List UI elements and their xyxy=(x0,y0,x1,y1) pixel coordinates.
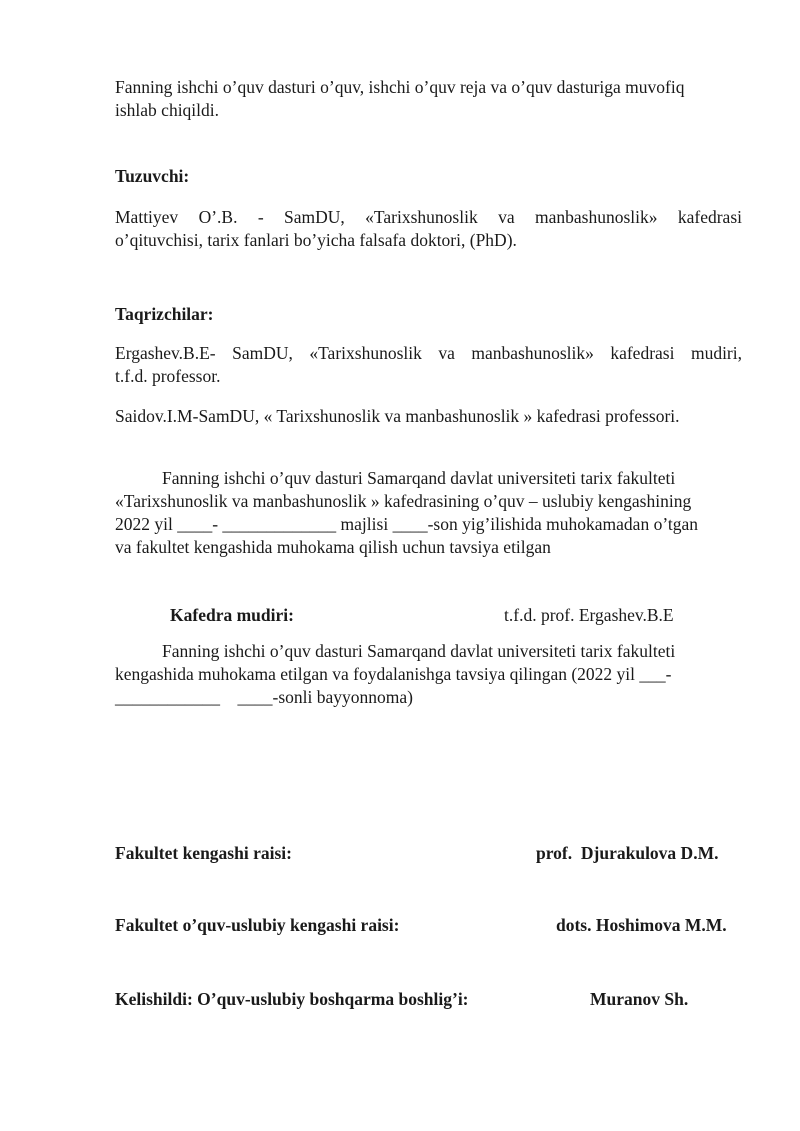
reviewers-heading: Taqrizchilar: xyxy=(115,304,214,324)
reviewer-1: Ergashev.B.E- SamDU, «Tarixshunoslik va manbashunoslik» kafedrasi mudiri, t.f.d. professor. xyxy=(115,343,742,386)
reviewer-2: Saidov.I.M-SamDU, « Tarixshunoslik va manbashunoslik » kafedrasi professori. xyxy=(115,406,680,426)
signature-label: Kelishildi: O’quv-uslubiy boshqarma boshlig’i: xyxy=(115,989,469,1009)
head-of-department-row xyxy=(115,604,755,628)
department-paragraph: Fanning ishchi o’quv dasturi Samarqand davlat universiteti tarix fakulteti «Tarixshunoslik va manbashunoslik » kafedrasining o’quv – uslubiy kengashining 2022 yil ____- _____________ majlisi ____-son yig’ilishida muhokamadan o’tgan va fakultet kengashida muhokama qilish uchun tavsiya etilgan xyxy=(115,468,698,557)
head-of-department-name: t.f.d. prof. Ergashev.B.E xyxy=(504,605,674,625)
signature-label: Fakultet kengashi raisi: xyxy=(115,843,292,863)
intro-paragraph: Fanning ishchi o’quv dasturi o’quv, ishchi o’quv reja va o’quv dasturiga muvofiq ishlab chiqildi. xyxy=(115,77,685,120)
signature-name: dots. Hoshimova M.M. xyxy=(556,915,727,935)
signature-row xyxy=(115,914,755,938)
signature-row xyxy=(115,988,755,1012)
signature-label: Fakultet o’quv-uslubiy kengashi raisi: xyxy=(115,915,400,935)
signature-name: Muranov Sh. xyxy=(590,989,689,1009)
signature-row xyxy=(115,842,755,866)
author-paragraph: Mattiyev O’.B. - SamDU, «Tarixshunoslik va manbashunoslik» kafedrasi o’qituvchisi, tarix fanlari bo’yicha falsafa doktori, (PhD). xyxy=(115,207,742,250)
signature-name: prof. Djurakulova D.M. xyxy=(536,843,719,863)
faculty-paragraph: Fanning ishchi o’quv dasturi Samarqand davlat universiteti tarix fakulteti kengashida muhokama etilgan va foydalanishga tavsiya qilingan (2022 yil ___- ____________ ____-sonli bayyonnoma) xyxy=(115,641,676,707)
head-of-department-label: Kafedra mudiri: xyxy=(170,605,294,625)
author-heading: Tuzuvchi: xyxy=(115,166,190,186)
